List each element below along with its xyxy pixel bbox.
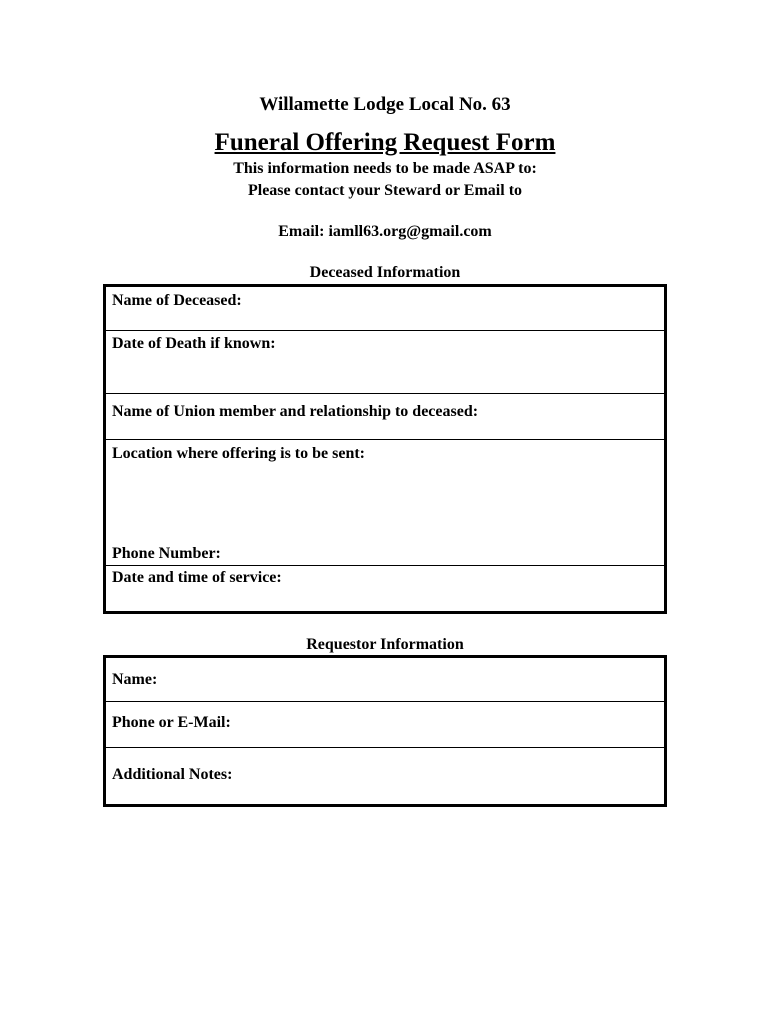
date-of-death-label: Date of Death if known: xyxy=(112,335,276,352)
requestor-section-heading: Requestor Information xyxy=(306,636,464,653)
requestor-contact-row xyxy=(106,702,664,748)
date-of-death-row xyxy=(106,331,664,394)
service-time-row xyxy=(106,566,664,611)
phone-number-label: Phone Number: xyxy=(112,545,221,562)
requestor-name-row xyxy=(106,658,664,702)
deceased-name-row xyxy=(106,287,664,331)
requestor-name-field[interactable] xyxy=(106,658,664,701)
form-title: Funeral Offering Request Form xyxy=(214,129,556,156)
additional-notes-label: Additional Notes: xyxy=(112,766,233,783)
requestor-info-table xyxy=(103,655,667,807)
additional-notes-row xyxy=(106,748,664,804)
requestor-name-label: Name: xyxy=(112,671,158,688)
offering-location-row xyxy=(106,440,664,566)
deceased-name-label: Name of Deceased: xyxy=(112,292,242,309)
organization-title: Willamette Lodge Local No. 63 xyxy=(259,94,511,115)
union-member-row xyxy=(106,394,664,440)
union-member-label: Name of Union member and relationship to deceased: xyxy=(112,403,479,420)
deceased-section-heading: Deceased Information xyxy=(309,264,461,281)
instruction-line-1: This information needs to be made ASAP to: xyxy=(233,160,537,177)
offering-location-label: Location where offering is to be sent: xyxy=(112,445,365,462)
requestor-contact-label: Phone or E-Mail: xyxy=(112,714,231,731)
service-time-label: Date and time of service: xyxy=(112,569,282,586)
contact-email: Email: iamll63.org@gmail.com xyxy=(278,223,492,240)
deceased-info-table xyxy=(103,284,667,614)
instruction-line-2: Please contact your Steward or Email to xyxy=(247,182,523,199)
